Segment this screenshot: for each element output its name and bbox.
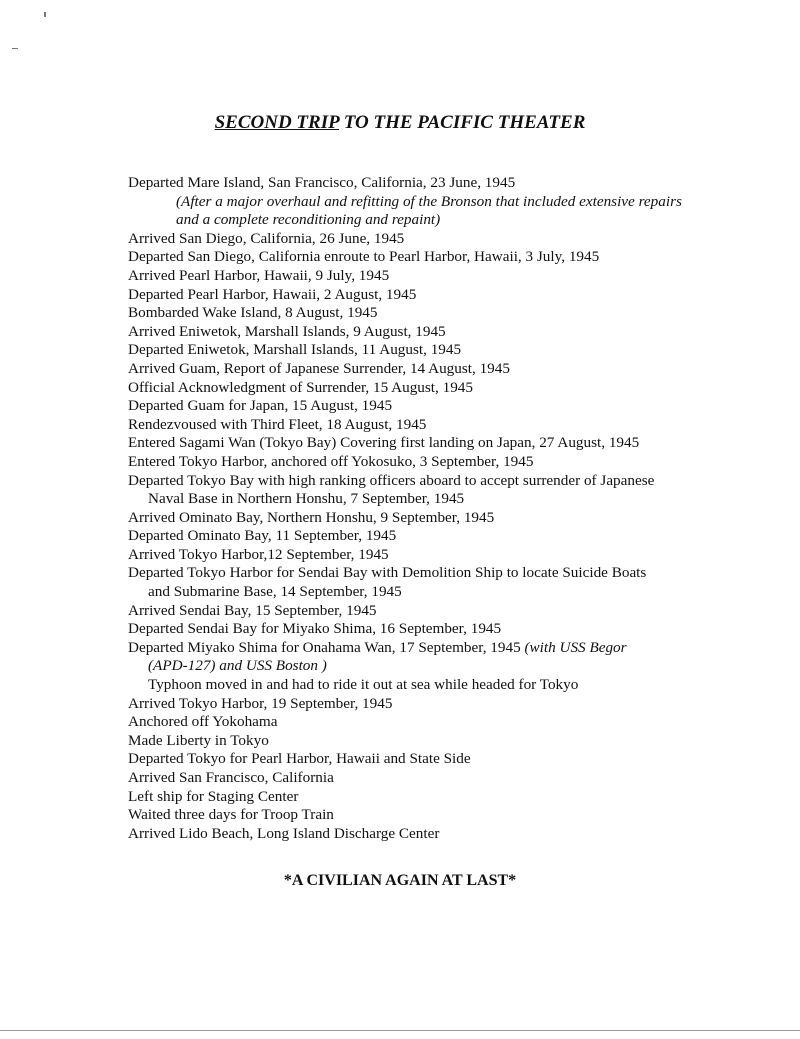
scan-mark [44, 12, 46, 17]
itinerary-text: Arrived Eniwetok, Marshall Islands, 9 August, 1945 [128, 322, 446, 340]
itinerary-text: Departed Tokyo Harbor for Sendai Bay with Demolition Ship to locate Suicide Boats [128, 564, 647, 582]
itinerary-text: Departed San Diego, California enroute to Pearl Harbor, Hawaii, 3 July, 1945 [128, 248, 600, 266]
itinerary-text: Departed Miyako Shima for Onahama Wan, 17 September, 1945 [128, 638, 525, 656]
itinerary-line [128, 341, 728, 360]
itinerary-line [128, 825, 728, 844]
itinerary-line [128, 732, 728, 751]
itinerary-text: Arrived Sendai Bay, 15 September, 1945 [128, 601, 377, 619]
itinerary-line [128, 286, 728, 305]
itinerary-line [128, 360, 728, 379]
itinerary-line [128, 564, 728, 583]
itinerary-line [128, 230, 728, 249]
itinerary-line [128, 267, 728, 286]
itinerary-line [128, 657, 728, 676]
itinerary-text: Arrived San Diego, California, 26 June, 1945 [128, 229, 405, 247]
itinerary-line [128, 193, 728, 212]
itinerary-text: Arrived Lido Beach, Long Island Discharge Center [128, 824, 440, 842]
itinerary-text: Arrived Tokyo Harbor,12 September, 1945 [128, 545, 389, 563]
itinerary-line [128, 713, 728, 732]
itinerary-text: Departed Tokyo Bay with high ranking officers aboard to accept surrender of Japanese [128, 471, 655, 489]
itinerary-line [128, 379, 728, 398]
itinerary-line [128, 695, 728, 714]
itinerary-text: Arrived Ominato Bay, Northern Honshu, 9 September, 1945 [128, 508, 495, 526]
itinerary-line [128, 788, 728, 807]
itinerary-text: Departed Ominato Bay, 11 September, 1945 [128, 527, 397, 545]
title-rest: TO THE PACIFIC THEATER [339, 112, 586, 133]
itinerary-list [128, 174, 728, 843]
itinerary-text: Departed Mare Island, San Francisco, California, 23 June, 1945 [128, 174, 516, 191]
itinerary-line [128, 509, 728, 528]
itinerary-text: Arrived Pearl Harbor, Hawaii, 9 July, 1945 [128, 266, 390, 284]
itinerary-line [128, 583, 728, 602]
itinerary-text: Departed Pearl Harbor, Hawaii, 2 August, 1945 [128, 285, 417, 303]
itinerary-line [128, 248, 728, 267]
itinerary-line [128, 472, 728, 491]
itinerary-line [128, 639, 728, 658]
itinerary-text: Departed Guam for Japan, 15 August, 1945 [128, 397, 393, 415]
scan-mark [12, 48, 18, 49]
itinerary-text: Rendezvoused with Third Fleet, 18 August, 1945 [128, 415, 427, 433]
itinerary-line [128, 397, 728, 416]
itinerary-text: (APD-127) and USS Boston ) [148, 657, 327, 675]
itinerary-text: Entered Tokyo Harbor, anchored off Yokosuko, 3 September, 1945 [128, 452, 534, 470]
itinerary-text: and a complete reconditioning and repaint) [176, 211, 441, 229]
itinerary-line [128, 620, 728, 639]
itinerary-text: Departed Sendai Bay for Miyako Shima, 16 September, 1945 [128, 620, 502, 638]
itinerary-text: Official Acknowledgment of Surrender, 15 August, 1945 [128, 378, 473, 396]
page-bottom-edge [0, 1030, 800, 1031]
itinerary-text: Naval Base in Northern Honshu, 7 September, 1945 [148, 490, 465, 508]
itinerary-line [128, 434, 728, 453]
itinerary-text: Bombarded Wake Island, 8 August, 1945 [128, 304, 378, 322]
itinerary-line [128, 546, 728, 565]
itinerary-text: Departed Eniwetok, Marshall Islands, 11 August, 1945 [128, 341, 462, 359]
itinerary-line [128, 750, 728, 769]
itinerary-line [128, 453, 728, 472]
title-underlined: SECOND TRIP [214, 112, 340, 133]
itinerary-line [128, 806, 728, 825]
itinerary-text: (After a major overhaul and refitting of the Bronson that included extensive repairs [176, 192, 682, 210]
itinerary-text: Anchored off Yokohama [128, 713, 278, 731]
itinerary-text: Entered Sagami Wan (Tokyo Bay) Covering first landing on Japan, 27 August, 1945 [128, 434, 640, 452]
itinerary-text: Left ship for Staging Center [128, 787, 299, 805]
itinerary-italic-note: (with USS Begor [524, 638, 627, 656]
itinerary-line [128, 602, 728, 621]
itinerary-line [128, 323, 728, 342]
itinerary-line [128, 769, 728, 788]
itinerary-text: Arrived San Francisco, California [128, 769, 334, 786]
itinerary-text: Arrived Tokyo Harbor, 19 September, 1945 [128, 694, 393, 712]
page-title [0, 112, 800, 134]
itinerary-text: Typhoon moved in and had to ride it out at sea while headed for Tokyo [148, 676, 579, 694]
closing-statement: *A CIVILIAN AGAIN AT LAST* [283, 872, 517, 889]
itinerary-text: Departed Tokyo for Pearl Harbor, Hawaii and State Side [128, 750, 471, 768]
itinerary-text: Arrived Guam, Report of Japanese Surrender, 14 August, 1945 [128, 359, 510, 377]
itinerary-line [128, 211, 728, 230]
itinerary-line [128, 174, 728, 193]
itinerary-text: Waited three days for Troop Train [128, 806, 334, 824]
itinerary-line [128, 676, 728, 695]
itinerary-line [128, 527, 728, 546]
itinerary-line [128, 416, 728, 435]
itinerary-line [128, 490, 728, 509]
itinerary-text: Made Liberty in Tokyo [128, 731, 269, 749]
itinerary-line [128, 304, 728, 323]
itinerary-text: and Submarine Base, 14 September, 1945 [148, 583, 402, 601]
